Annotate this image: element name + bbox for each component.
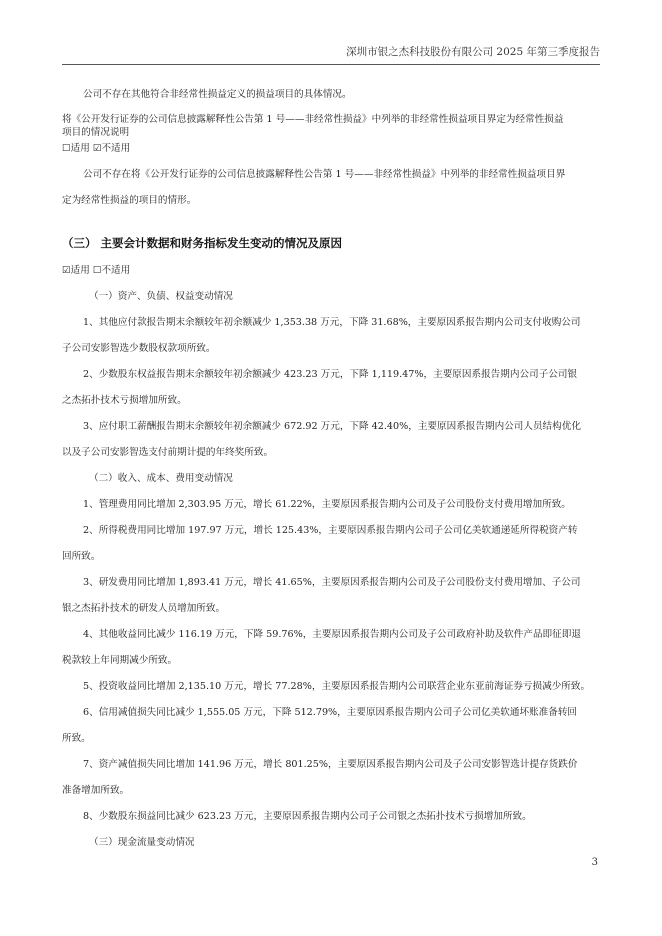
item-1-line2: 子公司安影智选少数股权款项所致。 [62,343,216,354]
income-item-3-line2: 银之杰拓扑技术的研发人员增加所致。 [62,603,226,614]
income-item-1: 1、管理费用同比增加 2,303.95 万元，增长 61.22%，主要原因系报告期内公司及子公司股份支付费用增加所致。 [83,499,571,510]
subheading-cashflow: （三）现金流量变动情况 [89,837,195,848]
income-item-3-line1: 3、研发费用同比增加 1,893.41 万元，增长 41.65%，主要原因系报告期内公司及子公司股份支付费用增加、子公司 [83,577,581,588]
paragraph-other-items: 公司不存在其他符合非经常性损益定义的损益项目的具体情况。 [83,89,352,100]
section-heading: （三） 主要会计数据和财务指标发生变动的情况及原因 [62,236,343,250]
income-item-8: 8、少数股东损益同比减少 623.23 万元，主要原因系报告期内公司子公司银之杰拓扑技术亏损增加所致。 [83,811,532,822]
applicability-checkbox-2: ☑适用 ☐不适用 [62,265,131,276]
income-item-7-line2: 准备增加所致。 [62,785,130,796]
item-3-line1: 3、应付职工薪酬报告期末余额较年初余额减少 672.92 万元，下降 42.40%，主要原因系报告期内公司人员结构优化 [83,421,581,432]
item-2-line2: 之杰拓扑技术亏损增加所致。 [62,395,187,406]
income-item-6-line1: 6、信用减值损失同比减少 1,555.05 万元，下降 512.79%，主要原因系报告期内公司子公司亿美软通坏账准备转回 [83,707,578,718]
income-item-2-line1: 2、所得税费用同比增加 197.97 万元，增长 125.43%，主要原因系报告期内公司子公司亿美软通递延所得税资产转 [83,525,578,536]
paragraph-statement-line1: 公司不存在将《公开发行证券的公司信息披露解释性公告第 1 号——非经常性损益》中列举的非经常性损益项目界 [83,169,566,180]
income-item-7-line1: 7、资产减值损失同比增加 141.96 万元，增长 801.25%，主要原因系报告期内公司及子公司安影智选计提存货跌价 [83,759,578,770]
page-number: 3 [591,857,598,868]
paragraph-classification-line1: 将《公开发行证券的公司信息披露解释性公告第 1 号——非经常性损益》中列举的非经常性损益项目界定为经常性损益 [62,114,564,125]
applicability-checkbox-1: ☐适用 ☑不适用 [62,143,131,154]
subheading-income: （二）收入、成本、费用变动情况 [89,473,233,484]
item-2-line1: 2、少数股东权益报告期末余额较年初余额减少 423.23 万元，下降 1,119.47%，主要原因系报告期内公司子公司银 [83,369,578,380]
income-item-5: 5、投资收益同比增加 2,135.10 万元，增长 77.28%，主要原因系报告期内公司联营企业东亚前海证券亏损减少所致。 [83,681,591,692]
item-1-line1: 1、其他应付款报告期末余额较年初余额减少 1,353.38 万元，下降 31.68%，主要原因系报告期内公司支付收购公司 [83,317,581,328]
paragraph-statement-line2: 定为经常性损益的项目的情形。 [62,195,197,206]
item-3-line2: 以及子公司安影智选支付前期计提的年终奖所致。 [62,447,274,458]
income-item-4-line1: 4、其他收益同比减少 116.19 万元，下降 59.76%，主要原因系报告期内公司及子公司政府补助及软件产品即征即退 [83,629,581,640]
page-header: 深圳市银之杰科技股份有限公司 2025 年第三季度报告 [62,44,600,65]
paragraph-classification-line2: 项目的情况说明 [62,127,130,138]
income-item-4-line2: 税款较上年同期减少所致。 [62,655,178,666]
subheading-assets: （一）资产、负债、权益变动情况 [89,291,233,302]
income-item-2-line2: 回所致。 [62,551,101,562]
income-item-6-line2: 所致。 [62,733,91,744]
